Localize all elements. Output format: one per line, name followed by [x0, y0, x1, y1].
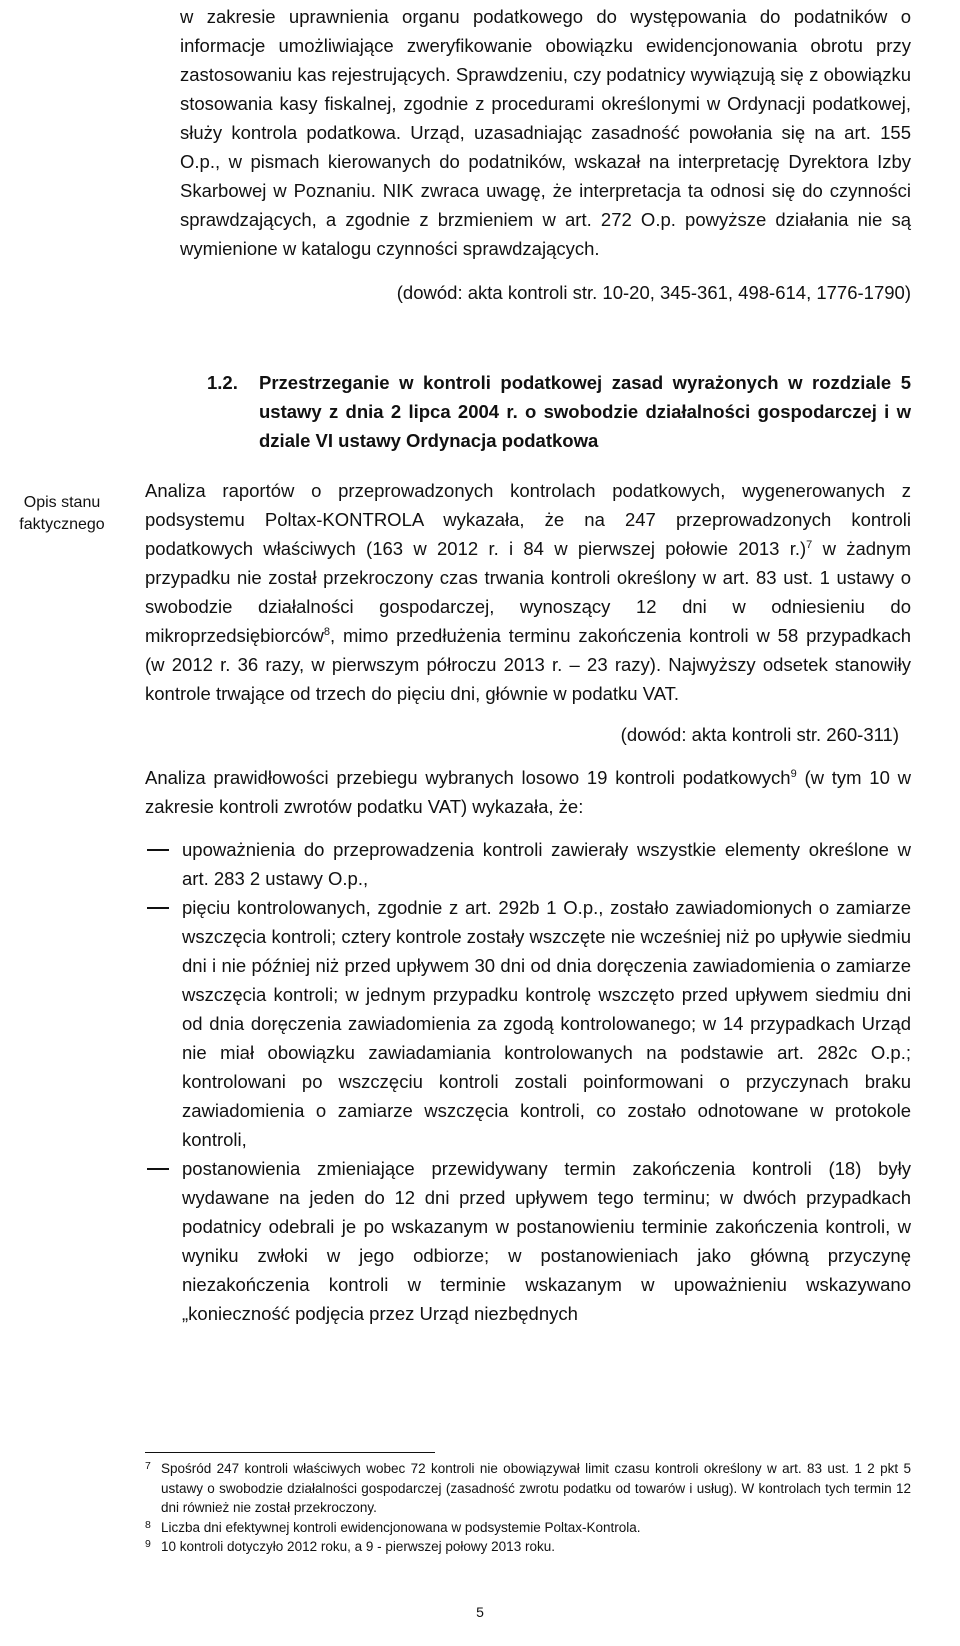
body-paragraph-1 [145, 476, 911, 708]
main-content [145, 476, 911, 1328]
footnote-ref-7: 7 [806, 538, 813, 551]
dash-bullet-icon [147, 849, 169, 851]
footnote-8 [145, 1518, 911, 1538]
evidence-reference-2: (dowód: akta kontroli str. 260-311) [620, 724, 899, 745]
footnote-7 [145, 1459, 911, 1518]
evidence-reference: (dowód: akta kontroli str. 10-20, 345-361, 498-614, 1776-1790) [396, 282, 911, 303]
list-item-text: postanowienia zmieniające przewidywany termin zakończenia kontroli (18) były wydawane na jeden do 12 dni przed upływem tego terminu; w dwóch przypadkach podatnicy odebrali je po wskazanym w postanowieniu terminie zakończenia kontroli, w wyniku zwłoki w jego odbiorze; w postanowieniach jako główną przyczynę niezakończenia kontroli w terminie wskazanym w upoważnieniu wskazywano „konieczność podjęcia przez Urząd niezbędnych [182, 1158, 911, 1324]
body-paragraph-2-part-b: (w tym 10 w zakresie kontroli zwrotów podatku VAT) wykazała, że: [145, 767, 911, 817]
footnote-ref-8: 8 [323, 625, 331, 638]
body-paragraph-2-part-a: Analiza prawidłowości przebiegu wybranych losowo 19 kontroli podatkowych [145, 767, 791, 788]
body-paragraph-1-part-a: Analiza raportów o przeprowadzonych kontrolach podatkowych, wygenerowanych z podsystemu Poltax-KONTROLA wykazała, że na 247 przeprowadzonych kontroli podatkowych właściwych (163 w 2012 r. i 84 w pierwszej połowie 2013 r.) [145, 480, 911, 559]
section-title: Przestrzeganie w kontroli podatkowej zasad wyrażonych w rozdziale 5 ustawy z dnia 2 lipca 2004 r. o swobodzie działalności gospodarczej i w dziale VI ustawy Ordynacja podatkowa [259, 372, 911, 451]
side-label-line2: faktycznego [19, 516, 105, 533]
list-item-text: pięciu kontrolowanych, zgodnie z art. 292b 1 O.p., zostało zawiadomionych o zamiarze wszczęcia kontroli; cztery kontrole zostały wszczęte nie wcześniej niż po upływie siedmiu dni i nie później niż przed upływem 30 dni od dnia doręczenia zawiadomienia o zamiarze wszczęcia kontroli; w jednym przypadku kontrolę wszczęto przed upływem siedmiu dni od dnia doręczenia zawiadomienia za zgodą kontrolowanego; w 14 przypadkach Urząd nie miał obowiązku zawiadamiania kontrolowanych na podstawie art. 282c O.p.; kontrolowani po wszczęciu kontroli zostali poinformowani o przyczynach braku zawiadomienia o zamiarze wszczęcia kontroli, co zostało odnotowane w protokole kontroli, [182, 897, 911, 1150]
footnote-number: 7 [145, 1460, 151, 1472]
footnote-separator [145, 1452, 435, 1453]
list-item [145, 1154, 911, 1328]
footnote-number: 9 [145, 1538, 151, 1550]
section-number: 1.2. [207, 372, 238, 393]
page-number: 5 [476, 1604, 484, 1620]
side-label [0, 492, 124, 536]
dash-bullet-icon [147, 907, 169, 909]
footnote-text: Spośród 247 kontroli właściwych wobec 72 kontroli nie obowiązywał limit czasu kontroli określony w art. 83 ust. 1 2 pkt 5 ustawy o swobodzie działalności gospodarczej (zasadność zwrotu podatku od towarów i usług). W kontrolach tych termin 12 dni również nie został przekroczony. [161, 1461, 911, 1515]
intro-block [180, 2, 911, 307]
findings-list [145, 835, 911, 1328]
dash-bullet-icon [147, 1168, 169, 1170]
footnote-text: Liczba dni efektywnej kontroli ewidencjonowana w podsystemie Poltax-Kontrola. [161, 1519, 641, 1535]
body-paragraph-1-part-c: , mimo przedłużenia terminu zakończenia kontroli w 58 przypadkach (w 2012 r. 36 razy, w pierwszym półroczu 2013 r. – 23 razy). Najwyższy odsetek stanowiły kontrole trwające od trzech do pięciu dni, głównie w podatku VAT. [145, 625, 911, 704]
side-label-line1: Opis stanu [23, 494, 101, 511]
footnote-ref-9: 9 [790, 767, 797, 780]
list-item [145, 835, 911, 893]
footnote-number: 8 [145, 1518, 151, 1531]
body-paragraph-1-part-b: w żadnym przypadku nie został przekroczony czas trwania kontroli określony w art. 83 ust. 1 ustawy o swobodzie działalności gospodarczej, wynoszący 12 dni w odniesieniu do mikroprzedsiębiorców [145, 538, 911, 646]
intro-paragraph: w zakresie uprawnienia organu podatkowego do występowania do podatników o informacje umożliwiające zweryfikowanie obowiązku ewidencjonowania obrotu przy zastosowaniu kas rejestrujących. Sprawdzeniu, czy podatnicy wywiązują się z obowiązku stosowania kasy fiskalnej, zgodnie z procedurami określonymi w Ordynacji podatkowej, służy kontrola podatkowa. Urząd, uzasadniając zasadność powołania się na art. 155 O.p., w pismach kierowanych do podatników, wskazał na interpretację Dyrektora Izby Skarbowej w Poznaniu. NIK zwraca uwagę, że interpretacja ta odnosi się do czynności sprawdzających, a zgodnie z brzmieniem w art. 272 O.p. powyższe działania nie są wymienione w katalogu czynności sprawdzających. [180, 6, 911, 259]
footnote-text: 10 kontroli dotyczyło 2012 roku, a 9 - pierwszej połowy 2013 roku. [161, 1539, 555, 1554]
footnotes [145, 1459, 911, 1557]
list-item-text: upoważnienia do przeprowadzenia kontroli zawierały wszystkie elementy określone w art. 283 2 ustawy O.p., [182, 839, 911, 889]
section-heading [207, 368, 911, 455]
list-item [145, 893, 911, 1154]
footnote-9 [145, 1537, 911, 1557]
body-paragraph-2 [145, 763, 911, 821]
